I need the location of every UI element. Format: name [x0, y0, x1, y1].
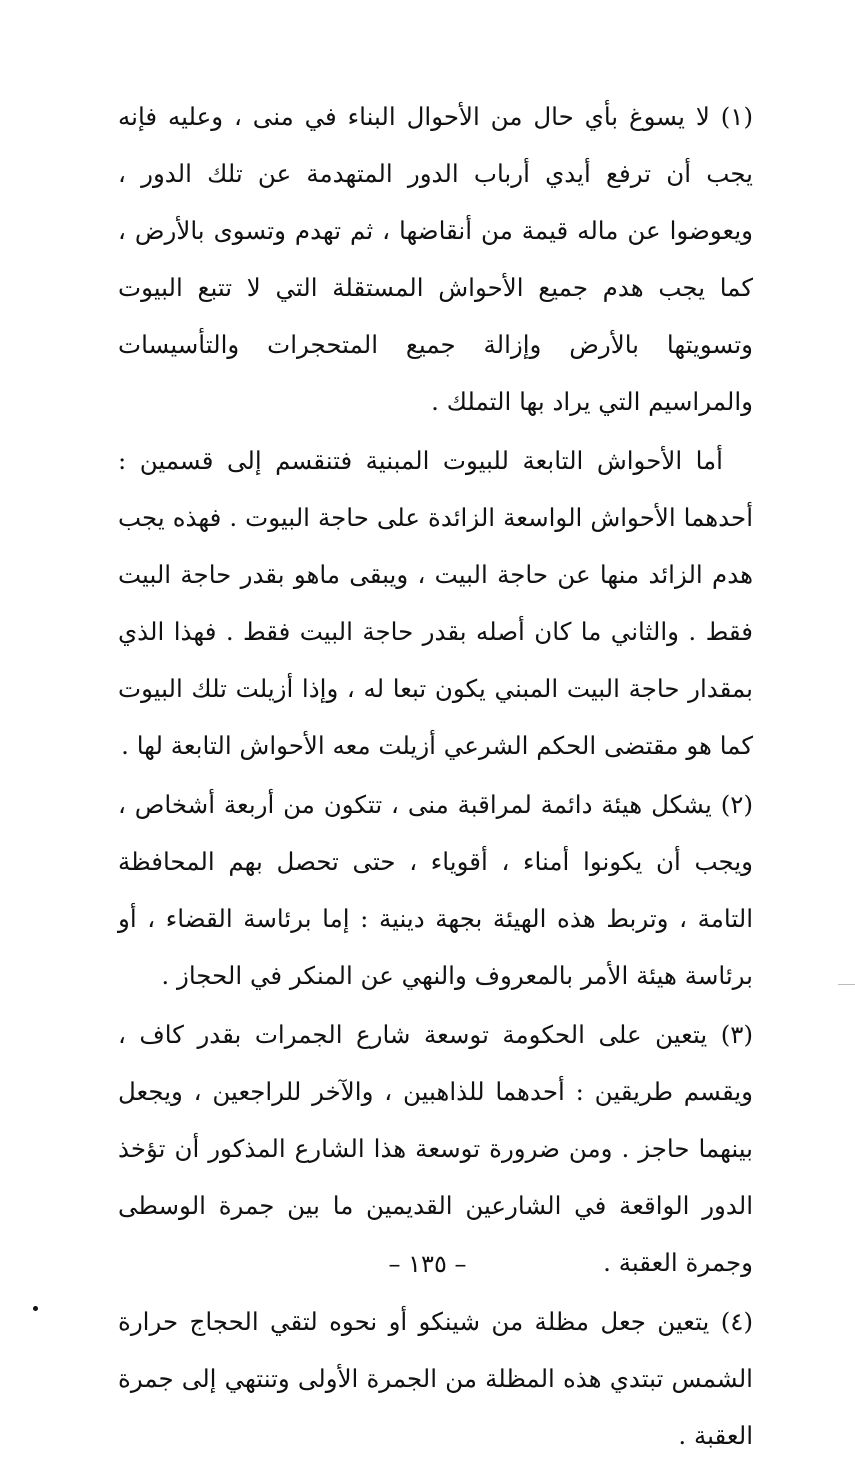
- paragraph-2: أما الأحواش التابعة للبيوت المبنية فتنقسم إلى قسمين : أحدهما الأحواش الواسعة الزائدة على حاجة البيوت . فهذه يجب هدم الزائد منها عن حاجة البيت ، ويبقى ماهو بقدر حاجة البيت فقط . والثاني ما كان أصله بقدر حاجة البيت فقط . فهذا الذي بمقدار حاجة البيت المبني يكون تبعا له ، وإذا أزيلت تلك البيوت كما هو مقتضى الحكم الشرعي أزيلت معه الأحواش التابعة لها .: [118, 446, 753, 760]
- paragraph-1: (١) لا يسوغ بأي حال من الأحوال البناء في منى ، وعليه فإنه يجب أن ترفع أيدي أرباب الدور المتهدمة عن تلك الدور ، ويعوضوا عن ماله قيمة من أنقاضها ، ثم تهدم وتسوى بالأرض ، كما يجب هدم جميع الأحواش المستقلة التي لا تتبع البيوت وتسويتها بالأرض وإزالة جميع المتحجرات والتأسيسات والمراسيم التي يراد بها التملك .: [118, 102, 753, 416]
- page-number: – ١٣٥ –: [388, 1250, 467, 1278]
- paragraph-4: (٣) يتعين على الحكومة توسعة شارع الجمرات بقدر كاف ، ويقسم طريقين : أحدهما للذاهبين ، والآخر للراجعين ، ويجعل بينهما حاجز . ومن ضرورة توسعة هذا الشارع المذكور أن تؤخذ الدور الواقعة في الشارعين القديمين ما بين جمرة الوسطى وجمرة العقبة .: [118, 1020, 753, 1277]
- paragraph-3: (٢) يشكل هيئة دائمة لمراقبة منى ، تتكون من أربعة أشخاص ، ويجب أن يكونوا أمناء ، أقوياء ، حتى تحصل بهم المحافظة التامة ، وتربط هذه الهيئة بجهة دينية : إما برئاسة القضاء ، أو برئاسة هيئة الأمر بالمعروف والنهي عن المنكر في الحجاز .: [118, 790, 753, 990]
- scan-mark: [838, 984, 855, 985]
- paragraph-5: (٤) يتعين جعل مظلة من شينكو أو نحوه لتقي الحجاج حرارة الشمس تبتدي هذه المظلة من الجمرة الأولى وتنتهي إلى جمرة العقبة .: [118, 1307, 753, 1450]
- scan-speck: [33, 1306, 38, 1311]
